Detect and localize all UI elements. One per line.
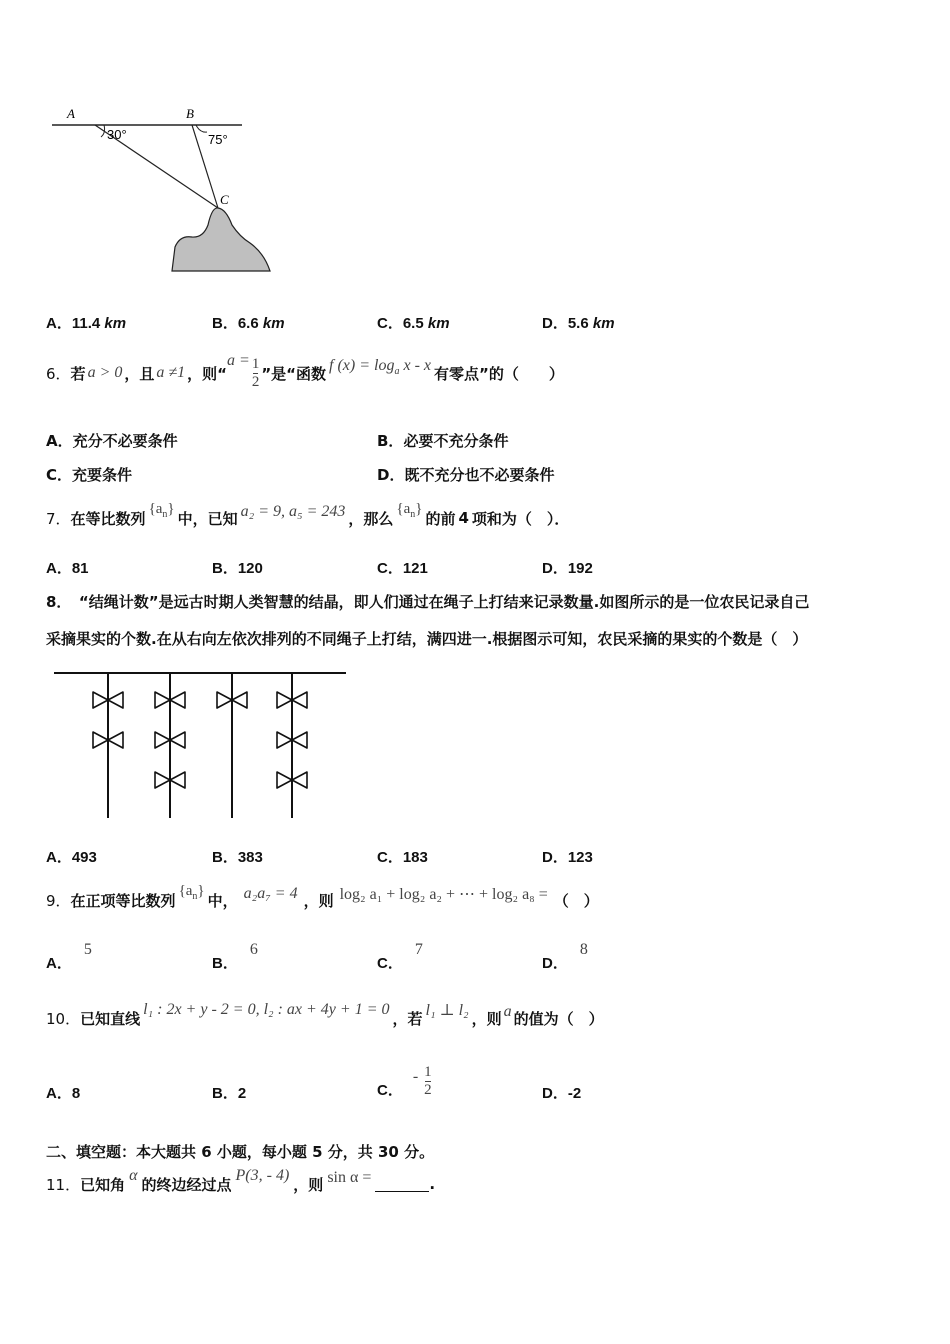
q10-option-d[interactable]: D．-2 — [542, 1085, 582, 1102]
q8-option-c[interactable]: C．183 — [377, 849, 428, 866]
q6-fraction: $\frac{1}{2}$ — [251, 355, 260, 390]
q8-option-b[interactable]: B．383 — [212, 849, 263, 866]
q5-option-c[interactable]: C．6.5 km — [377, 315, 450, 332]
q8-stem-line2: 采摘果实的个数.在从右向左依次排列的不同绳子上打结，满四进一.根据图示可知，农民采摘的果实的个数是（ ） — [46, 630, 808, 648]
q6-option-d[interactable]: D．既不充分也不必要条件 — [377, 466, 555, 484]
q9-option-a[interactable]: A．5 — [46, 941, 92, 972]
q6-stem: 6． 若 a > 0 ，且 a ≠1 ，则“ a = $\frac{1}{2}$ ”是“函数 f $(x) = \log_a x - x$ 有零点”的（ ） — [46, 352, 564, 390]
q10-option-a[interactable]: A．8 — [46, 1085, 81, 1102]
q11-stem: 11． 已知角 α 的终边经过点 P(3, - 4) ，则 sin α = . — [46, 1167, 436, 1194]
q8-option-d[interactable]: D．123 — [542, 849, 593, 866]
label-a: A — [67, 106, 75, 121]
q7-sequence: $\{a_n\}$ — [148, 500, 175, 520]
q7-option-b[interactable]: B．120 — [212, 560, 263, 577]
q10-option-c-fraction: $\frac{1}{2}$ — [424, 1063, 432, 1098]
q6-option-b[interactable]: B．必要不充分条件 — [377, 432, 509, 450]
q7-option-c[interactable]: C．121 — [377, 560, 428, 577]
q6-option-a[interactable]: A．充分不必要条件 — [46, 432, 178, 450]
q9-stem: 9． 在正项等比数列 $\{a_n\}$ 中， a₂a₇ = 4 ，则 log₂ a₁ + log₂ a₂ + ⋯ + log₂ a₈ = （ ） — [46, 882, 599, 910]
q5-option-d[interactable]: D．5.6 km — [542, 315, 615, 332]
q10-option-c[interactable]: C． - $\frac{1}{2}$ — [377, 1063, 432, 1099]
q9-option-c[interactable]: C．7 — [377, 941, 423, 972]
q10-stem: 10． 已知直线 l₁ : 2x + y - 2 = 0, l₂ : ax + 4y + 1 = 0 ，若 l₁ ⊥ l₂ ，则 a 的值为（ ） — [46, 1001, 604, 1028]
q9-option-b[interactable]: B．6 — [212, 941, 258, 972]
angle-arc-b — [196, 125, 207, 132]
q10-option-b[interactable]: B．2 — [212, 1085, 247, 1102]
q5-option-b[interactable]: B．6.6 km — [212, 315, 285, 332]
answer-blank[interactable] — [375, 1177, 429, 1192]
q7-option-d[interactable]: D．192 — [542, 560, 593, 577]
triangle-mountain-figure — [40, 95, 280, 280]
section-2-title: 二、填空题：本大题共 6 小题，每小题 5 分，共 30 分。 — [46, 1143, 435, 1161]
q7-stem: 7． 在等比数列 $\{a_n\}$ 中，已知 a₂ = 9, a₅ = 243 ，那么 $\{a_n\}$ 的前 4 项和为（ ）． — [46, 500, 570, 528]
q6-option-c[interactable]: C．充要条件 — [46, 466, 133, 484]
q5-option-a[interactable]: A．11.4 km — [46, 315, 127, 332]
knot-rope-figure — [40, 662, 360, 822]
label-angle-a: 30° — [107, 127, 127, 142]
q7-sequence-2: $\{a_n\}$ — [396, 500, 423, 520]
q7-option-a[interactable]: A．81 — [46, 560, 89, 577]
q6-function: f $(x) = \log_a x - x$ — [329, 356, 432, 378]
q8-option-a[interactable]: A．493 — [46, 849, 97, 866]
mountain — [172, 208, 270, 271]
angle-arc-a — [101, 125, 105, 137]
q9-option-d[interactable]: D．8 — [542, 941, 588, 972]
q8-stem-line1: 8． “结绳计数”是远古时期人类智慧的结晶，即人们通过在绳子上打结来记录数量.如图所示的是一位农民记录自己 — [46, 593, 810, 611]
label-angle-b: 75° — [208, 132, 228, 147]
label-b: B — [186, 106, 194, 121]
label-c: C — [220, 192, 229, 207]
q9-sequence: $\{a_n\}$ — [178, 882, 205, 902]
